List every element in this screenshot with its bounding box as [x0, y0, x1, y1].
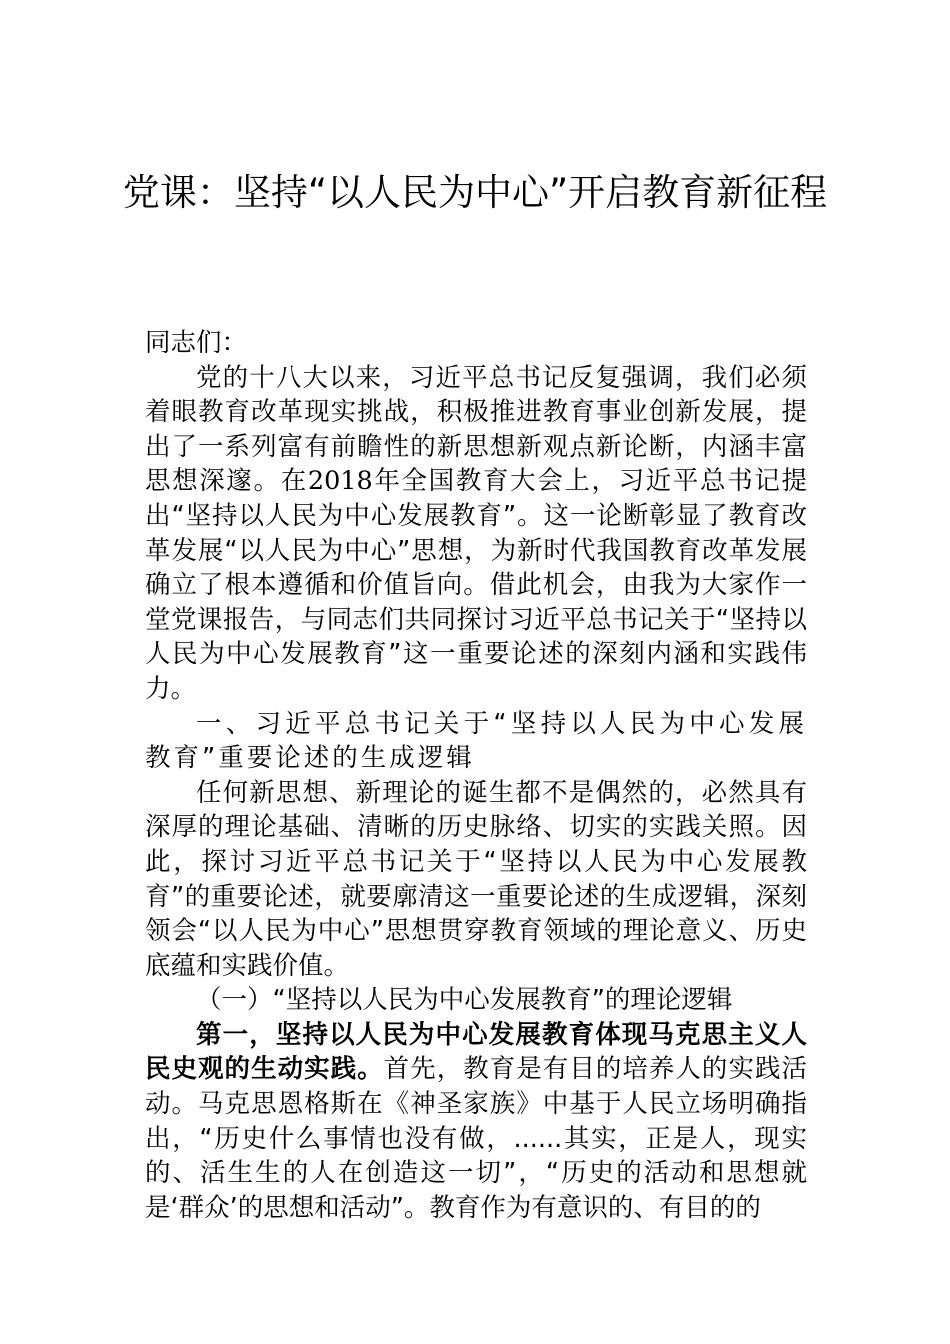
document-body: [145, 326, 807, 1225]
paragraph-intro-part2: 年全国教育大会上，习近平总书记提出“坚持以人民为中心发展教育”。这一论断彰显了教育改革发展“以人民为中心”思想，为新时代我国教育改革发展确立了根本遵循和价值旨向。借此机会，由我为大家作一堂党课报告，与同志们共同探讨习近平总书记关于“坚持以人民为中心发展教育”这一重要论述的深刻内涵和实践伟力。: [145, 466, 807, 704]
subsection-heading-1: （一）“坚持以人民为中心发展教育”的理论逻辑: [196, 985, 733, 1016]
paragraph-generation-logic: 任何新思想、新理论的诞生都不是偶然的，必然具有深厚的理论基础、清晰的历史脉络、切实的实践关照。因此，探讨习近平总书记关于“坚持以人民为中心发展教育”的重要论述，就要廓清这一重要论述的生成逻辑，深刻领会“以人民为中心”思想贯穿教育领域的理论意义、历史底蕴和实践价值。: [145, 777, 807, 981]
document-title: 党课：坚持“以人民为中心”开启教育新征程: [122, 171, 828, 214]
section-heading-1: 一、习近平总书记关于“坚持以人民为中心发展教育”重要论述的生成逻辑: [145, 708, 807, 774]
paragraph-theory-logic: [145, 1018, 807, 1226]
salutation: 同志们：: [145, 328, 248, 358]
paragraph-intro-part1: 党的十八大以来，习近平总书记反复强调，我们必须着眼教育改革现实挑战，积极推进教育事业创新发展，提出了一系列富有前瞻性的新思想新观点新论断，内涵丰富思想深邃。在: [145, 362, 807, 497]
paragraph-intro: [145, 361, 807, 707]
paragraph-lead-bold: 第一，坚持以人民为中心发展教育体现马克思主义人民史观的生动实践。: [145, 1019, 807, 1085]
year-text: 2018: [307, 466, 373, 497]
paragraph-theory-body: 首先，教育是有目的培养人的实践活动。马克思恩格斯在《神圣家族》中基于人民立场明确指出，“历史什么事情也没有做，......其实，正是人，现实的、活生生的人在创造这一切”，“历史的活动和思想就是‘群众’的思想和活动”。教育作为有意识的、有目的的: [145, 1054, 807, 1223]
